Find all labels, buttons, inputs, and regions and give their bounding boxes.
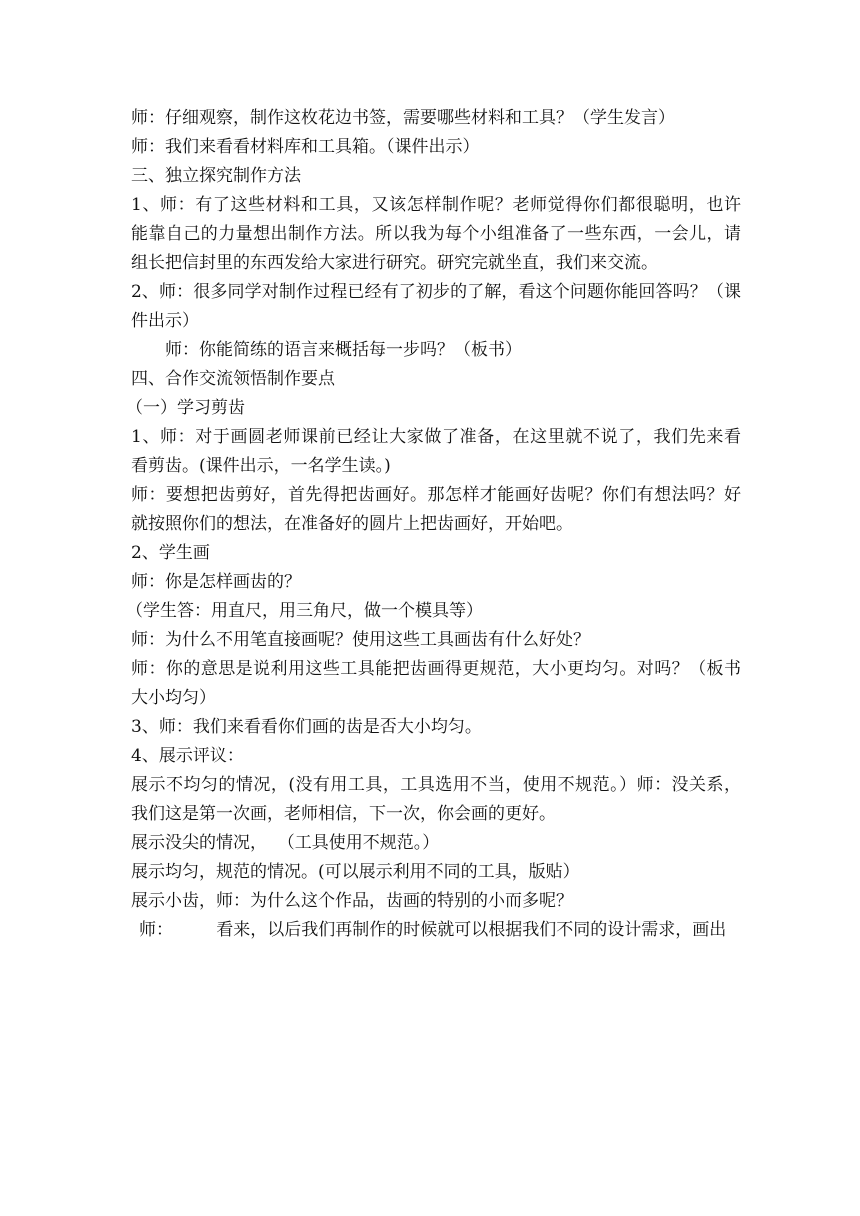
- text-line: 师：你是怎样画齿的？: [131, 572, 301, 592]
- text-line: 能靠自己的力量想出制作方法。所以我为每个小组准备了一些东西，一会儿，请: [131, 224, 741, 244]
- text-line: 师：要想把齿剪好，首先得把齿画好。那怎样才能画好齿呢？你们有想法吗？好: [131, 485, 741, 505]
- text-line: 就按照你们的想法，在准备好的圆片上把齿画好，开始吧。: [131, 514, 573, 534]
- text-line: 4、展示评议：: [131, 746, 244, 766]
- text-line: 件出示）: [131, 311, 199, 331]
- text-line: 2、学生画: [131, 543, 210, 563]
- text-line: 展示没尖的情况， （工具使用不规范。）: [131, 833, 440, 853]
- text-line: 我们这是第一次画，老师相信，下一次，你会画的更好。: [131, 804, 556, 824]
- text-line: 展示小齿，师：为什么这个作品，齿画的特别的小而多呢？: [131, 891, 573, 911]
- text-line: 1、师：对于画圆老师课前已经让大家做了准备，在这里就不说了，我们先来看: [131, 427, 741, 447]
- text-line: 看剪齿。(课件出示，一名学生读。): [131, 456, 391, 476]
- text-line: 展示不均匀的情况，(没有用工具，工具选用不当，使用不规范。）师：没关系，: [131, 775, 741, 795]
- text-line: 师： 看来，以后我们再制作的时候就可以根据我们不同的设计需求，画出: [139, 920, 727, 940]
- text-line: 师：你的意思是说利用这些工具能把齿画得更规范，大小更均匀。对吗？（板书: [131, 659, 741, 679]
- text-line: 大小均匀）: [131, 688, 216, 708]
- text-line: 师：为什么不用笔直接画呢？使用这些工具画齿有什么好处？: [131, 630, 590, 650]
- text-line: （学生答：用直尺，用三角尺，做一个模具等）: [126, 601, 483, 621]
- document-body: [126, 104, 741, 945]
- text-line: 组长把信封里的东西发给大家进行研究。研究完就坐直，我们来交流。: [131, 253, 658, 273]
- section-heading: 四、合作交流领悟制作要点: [131, 369, 335, 389]
- text-line: 2、师：很多同学对制作过程已经有了初步的了解，看这个问题你能回答吗？（课: [131, 282, 741, 302]
- text-line: 师：你能简练的语言来概括每一步吗？（板书）: [165, 340, 522, 360]
- text-line: 1、师：有了这些材料和工具，又该怎样制作呢？老师觉得你们都很聪明，也许: [131, 195, 741, 215]
- text-line: 展示均匀，规范的情况。(可以展示利用不同的工具，版贴）: [131, 862, 580, 882]
- subsection-heading: （一）学习剪齿: [126, 398, 245, 418]
- text-line: 3、师：我们来看看你们画的齿是否大小均匀。: [131, 717, 482, 737]
- text-line: 师：我们来看看材料库和工具箱。（课件出示）: [131, 137, 480, 157]
- section-heading: 三、独立探究制作方法: [131, 166, 301, 186]
- text-line: 师：仔细观察，制作这枚花边书签，需要哪些材料和工具？（学生发言）: [131, 108, 675, 128]
